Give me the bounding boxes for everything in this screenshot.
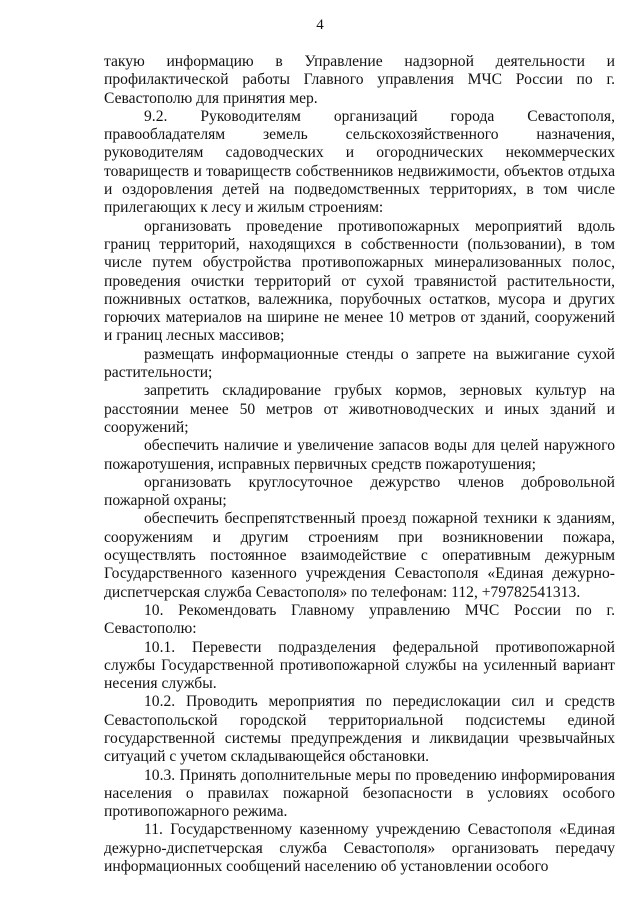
page-number: 4 [316,17,324,33]
paragraph-water-supply: обеспечить наличие и увеличение запасов воды для целей наружного пожаротушения, исправных первичных средств пожаротушения; [104,437,615,473]
paragraph-storage-ban: запретить складирование грубых кормов, зерновых культур на расстоянии менее 50 метров от животноводческих и иных зданий и сооружений; [104,382,615,436]
paragraph-10-2: 10.2. Проводить мероприятия по передислокации сил и средств Севастопольской городской территориальной подсистемы единой государственной системы предупреждения и ликвидации чрезвычайных ситуаций с учетом складывающейся обстановки. [104,693,615,766]
paragraph-10-3: 10.3. Принять дополнительные меры по проведению информирования населения о правилах пожарной безопасности в условиях особого противопожарного режима. [104,766,615,821]
paragraph-duty: организовать круглосуточное дежурство членов добровольной пожарной охраны; [104,473,615,510]
paragraph-9-2: 9.2. Руководителям организаций города Севастополя, правообладателям земель сельскохозяйственного назначения, руководителям садоводческих и огороднических некоммерческих товариществ и товариществ собственников недвижимости, объектов отдыха и оздоровления детей на подведомственных территориях, в том числе прилегающих к лесу и жилым строениям: [104,107,615,217]
paragraph-10: 10. Рекомендовать Главному управлению МЧС России по г. Севастополю: [104,601,615,638]
paragraph-10-1: 10.1. Перевести подразделения федеральной противопожарной службы Государственной противопожарной службы на усиленный вариант несения службы. [104,638,615,693]
paragraph-access: обеспечить беспрепятственный проезд пожарной техники к зданиям, сооружениям и другим строениям при возникновении пожара, осуществлять постоянное взаимодействие с оперативным дежурным Государственного казенного учреждения Севастополя «Единая дежурно-диспетчерская служба Севастополя» по телефонам: 112, +79782541313. [104,510,615,601]
paragraph-11: 11. Государственному казенному учреждению Севастополя «Единая дежурно-диспетчерская служба Севастополя» организовать передачу информационных сообщений населению об установлении особого [104,821,615,876]
paragraph-info-stands: размещать информационные стенды о запрете на выжигание сухой растительности; [104,345,615,382]
paragraph-continuation: такую информацию в Управление надзорной деятельности и профилактической работы Главного управления МЧС России по г. Севастополю для принятия мер. [104,53,615,107]
document-body [104,53,615,876]
paragraph-organize-measures: организовать проведение противопожарных мероприятий вдоль границ территорий, находящихся в собственности (пользовании), в том числе путем обустройства противопожарных минерализованных полос, проведения очистки территорий от сухой травянистой растительности, пожнивных остатков, валежника, порубочных остатков, мусора и других горючих материалов на ширине не менее 10 метров от зданий, сооружений и границ лесных массивов; [104,217,615,345]
